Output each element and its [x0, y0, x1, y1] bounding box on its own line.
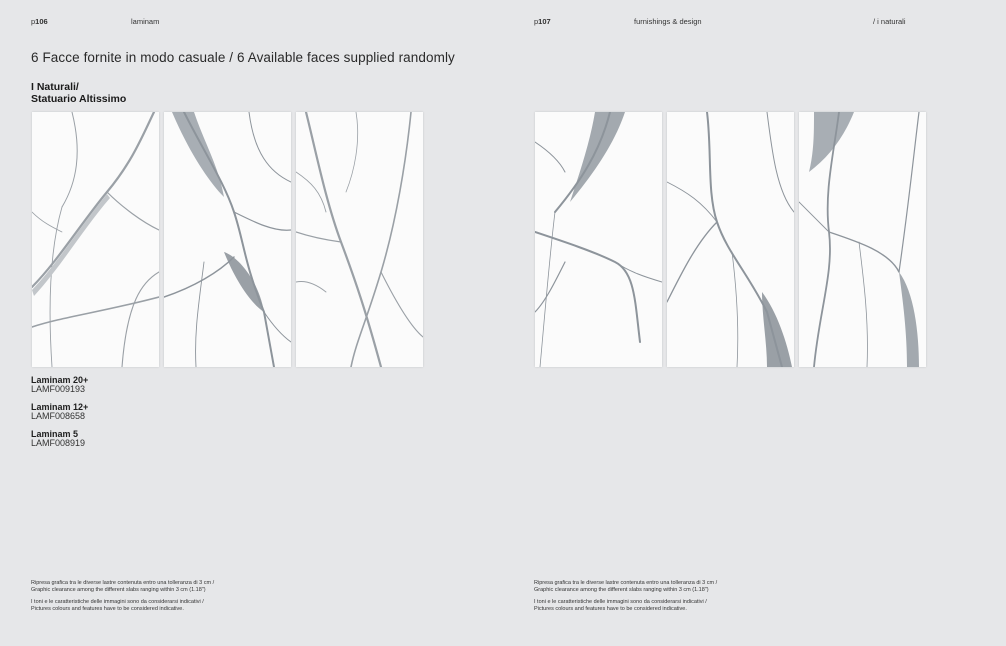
series-name-line1: I Naturali/ — [31, 81, 79, 93]
marble-slab-6 — [799, 112, 926, 367]
product-code: LAMF008658 — [31, 411, 86, 421]
product-name: Laminam 20+ — [31, 375, 89, 385]
colour-disclaimer: I toni e le caratteristiche delle immagini sono da considerarsi indicativi / Pictures colours and features have to be considered indicative. — [534, 599, 707, 612]
marble-slab-2-image — [164, 112, 291, 367]
series-name — [31, 82, 126, 105]
marble-slab-4 — [535, 112, 662, 367]
right-slab-gallery — [535, 112, 926, 367]
marble-slab-4-image — [535, 112, 662, 367]
colour-disclaimer: I toni e le caratteristiche delle immagini sono da considerarsi indicativi / Pictures colours and features have to be considered indicative. — [31, 599, 204, 612]
marble-slab-2 — [164, 112, 291, 367]
category-label: / i naturali — [873, 17, 906, 26]
series-name-line2: Statuario Altissimo — [31, 92, 127, 105]
product-code: LAMF008919 — [31, 438, 86, 448]
tolerance-note: Ripresa grafica tra le diverse lastre contenuta entro una tolleranza di 3 cm / Graphic clearance among the different slabs ranging within 3 cm (1.18") — [31, 580, 215, 593]
product-name: Laminam 5 — [31, 429, 79, 439]
marble-slab-3-image — [296, 112, 423, 367]
left-slab-gallery — [32, 112, 423, 367]
right-page-number: p107 — [534, 17, 551, 26]
left-footnotes — [31, 580, 331, 618]
product-code: LAMF009193 — [31, 384, 86, 394]
marble-slab-1 — [32, 112, 159, 367]
product-item — [31, 430, 88, 448]
page-title: 6 Facce fornite in modo casuale / 6 Available faces supplied randomly — [31, 50, 455, 65]
product-list — [31, 376, 88, 457]
right-footnotes — [534, 580, 834, 618]
marble-slab-1-image — [32, 112, 159, 367]
section-label: furnishings & design — [634, 17, 702, 26]
marble-slab-5-image — [667, 112, 794, 367]
marble-slab-6-image — [799, 112, 926, 367]
brand-label: laminam — [131, 17, 160, 26]
product-name: Laminam 12+ — [31, 402, 89, 412]
marble-slab-5 — [667, 112, 794, 367]
tolerance-note: Ripresa grafica tra le diverse lastre contenuta entro una tolleranza di 3 cm / Graphic clearance among the different slabs ranging within 3 cm (1.18") — [534, 580, 718, 593]
marble-slab-3 — [296, 112, 423, 367]
product-item — [31, 403, 88, 421]
left-page-number: p106 — [31, 17, 48, 26]
product-item — [31, 376, 88, 394]
